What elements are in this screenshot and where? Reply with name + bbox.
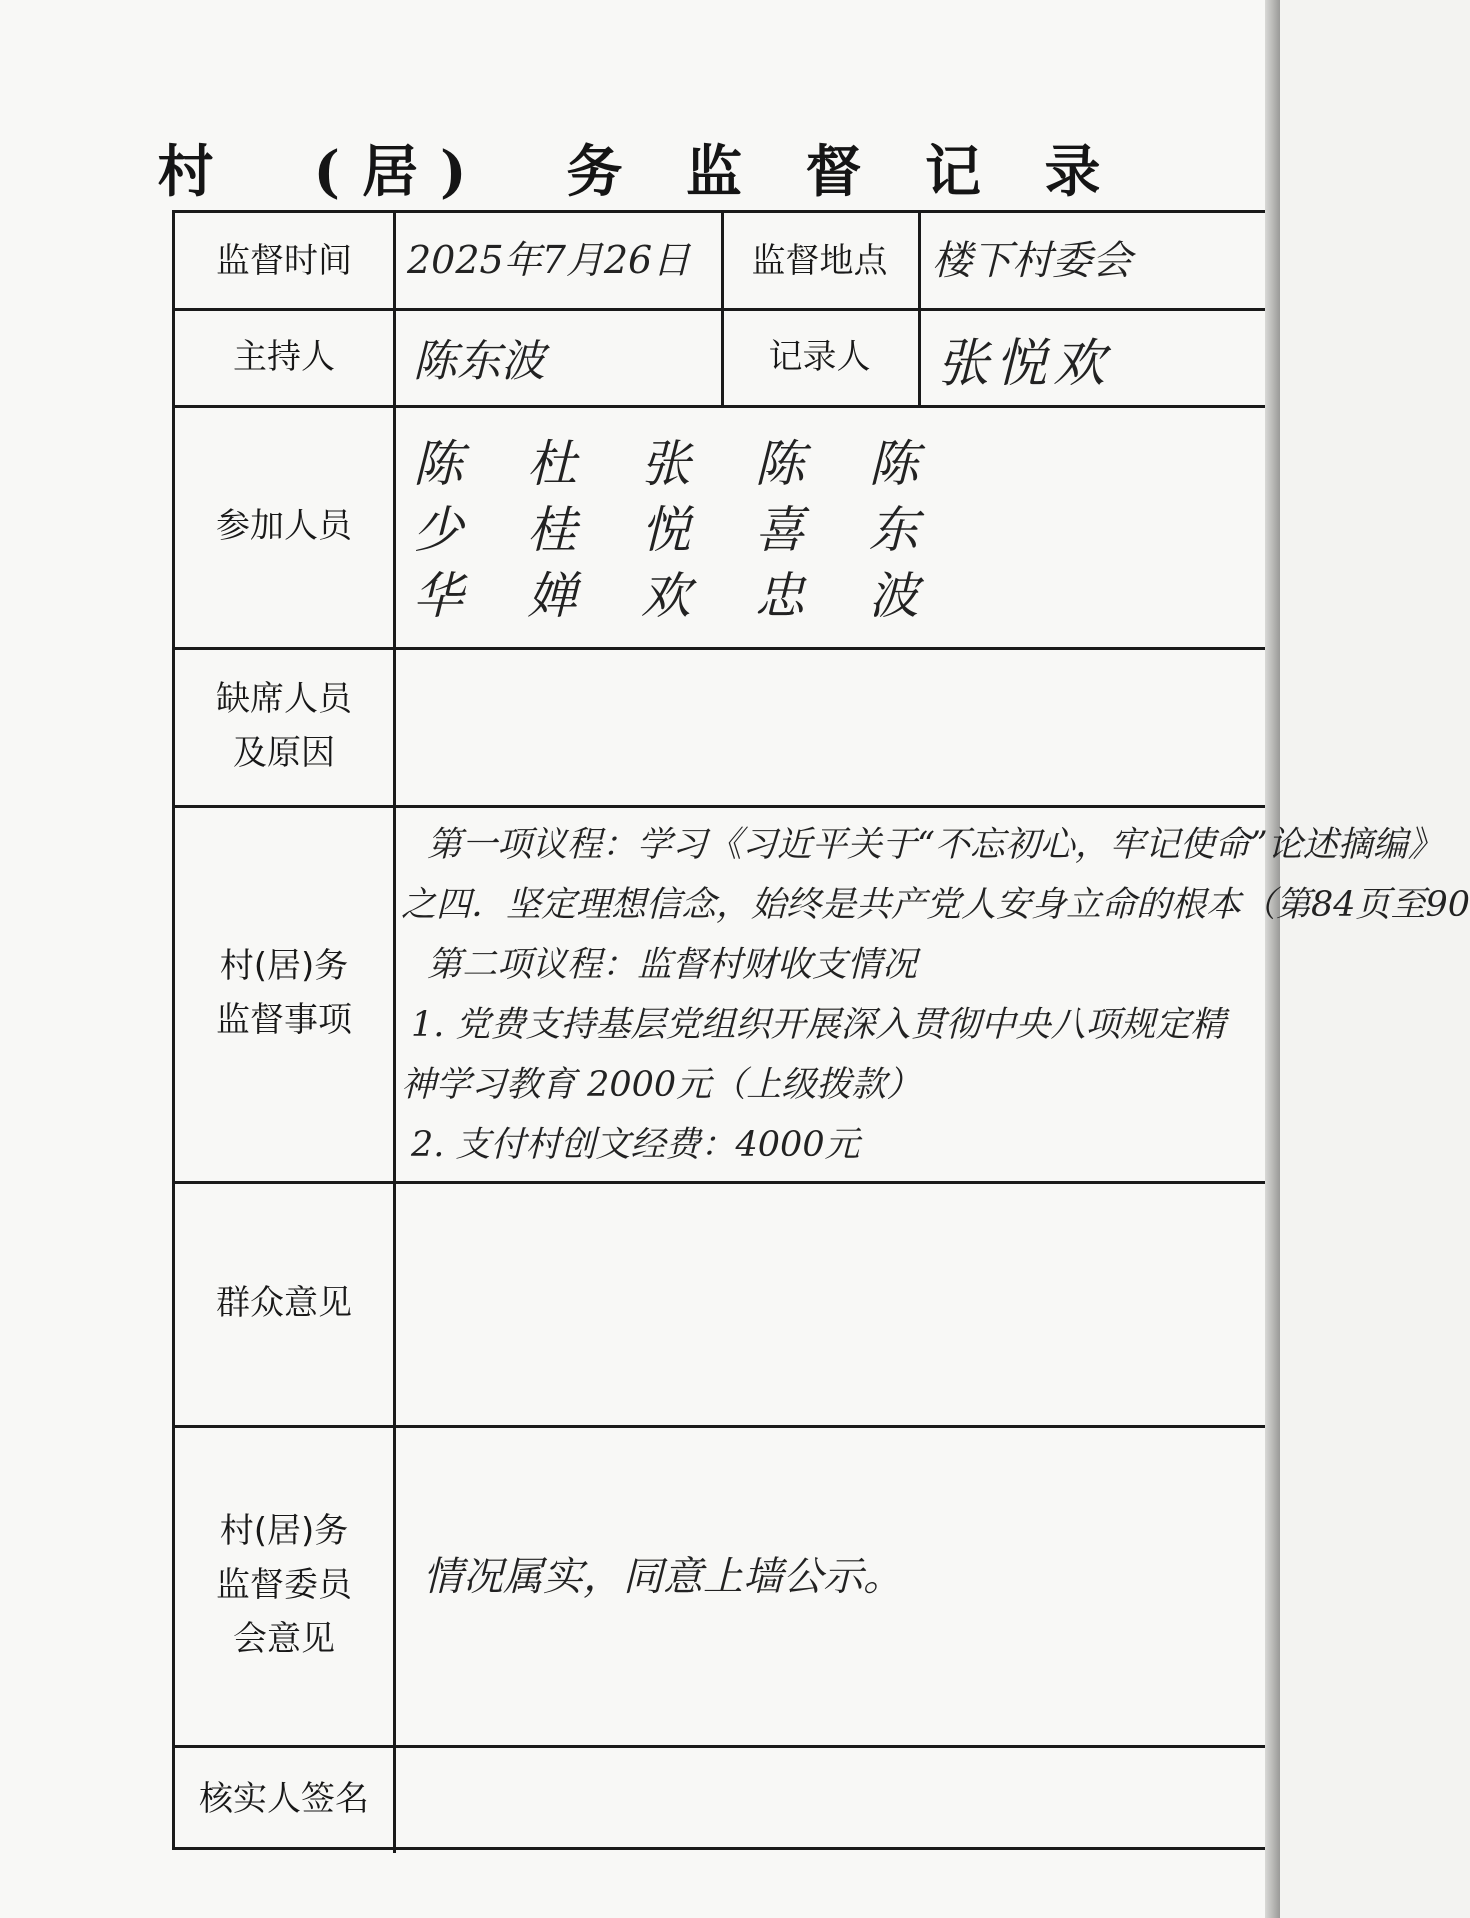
label-absent-line-1: 缺席人员 [216,679,352,719]
label-host: 主持人 [233,336,335,377]
matters-line-3: 第二项议程：监督村财收支情况 [427,945,918,985]
page-edge-shadow [1265,0,1280,1918]
attendees-line-3: 华 婵 欢 忠 波 [413,567,943,625]
label-place: 监督地点 [751,240,888,281]
value-committee: 情况属实，同意上墙公示。 [423,1554,903,1600]
record-table [172,210,1470,1850]
label-opinions: 群众意见 [216,1283,352,1323]
label-attendees: 参加人员 [216,506,352,546]
column-divider [393,213,396,1853]
value-host: 陈东波 [413,336,545,387]
value-time: 2025年7月26日 [407,238,691,282]
label-committee-line-3: 会意见 [233,1619,335,1659]
label-verifier: 核实人签名 [199,1779,369,1819]
label-absent [175,647,393,805]
value-recorder: 张悦欢 [937,334,1112,394]
label-absent-line-2: 及原因 [233,733,335,773]
label-committee-line-2: 监督委员 [216,1565,352,1605]
value-place: 楼下村委会 [932,238,1132,284]
matters-line-1: 第一项议程：学习《习近平关于“不忘初心，牢记使命”论述摘编》 [427,825,1443,865]
attendees-line-1: 陈 杜 张 陈 陈 [413,435,943,493]
label-time: 监督时间 [216,240,352,281]
label-recorder: 记录人 [768,336,871,377]
label-committee [175,1425,393,1745]
matters-content [397,809,1470,1177]
label-matters-line-1: 村(居)务 [219,946,349,986]
column-divider [918,213,921,405]
matters-line-2: 之四．坚定理想信念，始终是共产党人安身立命的根本（第84页至90 [401,885,1470,925]
label-matters-line-2: 监督事项 [216,1000,352,1040]
label-matters [175,805,393,1181]
matters-line-4: 1. 党费支持基层党组织开展深入贯彻中央八项规定精 [411,1005,1226,1045]
label-committee-line-1: 村(居)务 [219,1511,349,1551]
matters-line-6: 2. 支付村创文经费：4000元 [411,1125,860,1165]
page-title: 村 (居) 务 监 督 记 录 [157,139,1123,205]
attendees-line-2: 少 桂 悦 喜 东 [413,501,943,559]
matters-line-5: 神学习教育 2000元（上级拨款） [401,1065,922,1105]
